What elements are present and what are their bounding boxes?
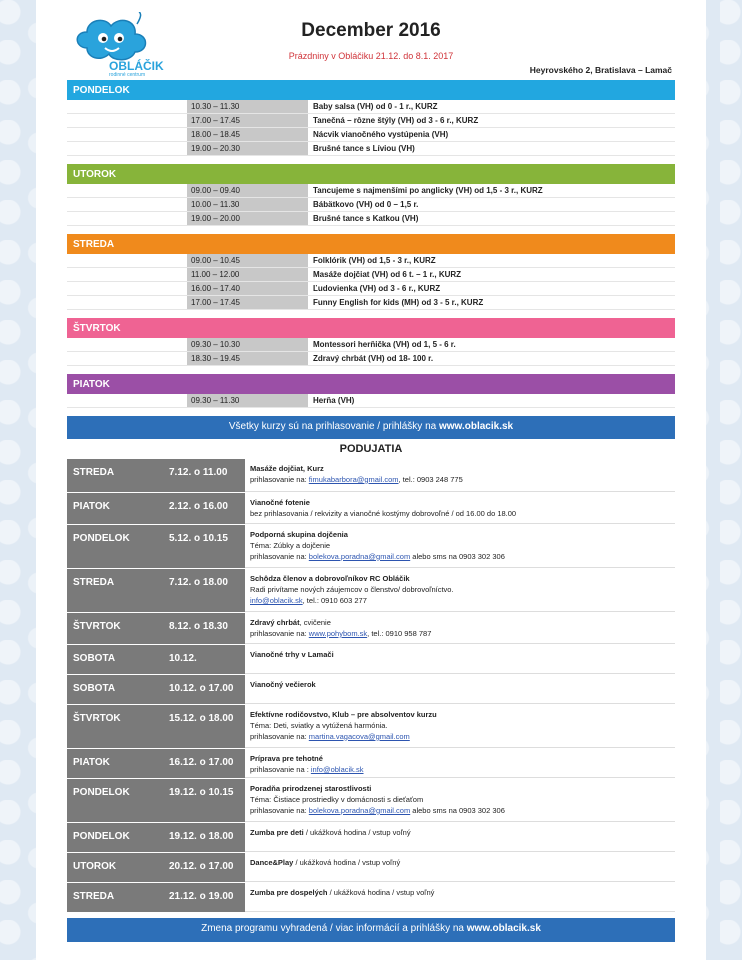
event-title: Vianočný večierok <box>250 680 316 689</box>
event-title: Podporná skupina dojčenia <box>250 530 348 539</box>
event-title-suffix: / ukážková hodina / vstup voľný <box>327 888 435 897</box>
event-title: Efektívne rodičovstvo, Klub – pre absolventov kurzu <box>250 710 437 719</box>
day-block <box>67 80 675 156</box>
schedule-row <box>67 142 675 156</box>
spacer-cell <box>67 128 187 141</box>
day-block <box>67 164 675 226</box>
schedule-row <box>67 282 675 296</box>
event-row <box>67 883 675 913</box>
slot-activity: Brušné tance s Líviou (VH) <box>313 144 415 153</box>
event-title-suffix: / ukážková hodina / vstup voľný <box>303 828 411 837</box>
slot-activity: Tancujeme s najmenšími po anglicky (VH) od 1,5 - 3 r., KURZ <box>313 186 543 195</box>
slot-activity: Nácvik vianočného vystúpenia (VH) <box>313 130 449 139</box>
event-day: SOBOTA <box>73 653 116 664</box>
schedule-row <box>67 352 675 366</box>
event-title: Vianočné trhy v Lamači <box>250 650 334 659</box>
spacer-cell <box>67 338 187 351</box>
event-day: PIATOK <box>73 501 110 512</box>
slot-activity: Ľudovienka (VH) od 3 - 6 r., KURZ <box>313 284 441 293</box>
address: Heyrovského 2, Bratislava – Lamač <box>529 65 672 75</box>
event-line: prihlasovanie na: <box>250 474 309 484</box>
event-title-suffix: / ukážková hodina / vstup voľný <box>293 858 401 867</box>
event-row <box>67 705 675 749</box>
slot-time: 19.00 – 20.30 <box>187 142 309 155</box>
slot-activity: Bábätkovo (VH) od 0 – 1,5 r. <box>313 200 419 209</box>
slot-time: 09.00 – 10.45 <box>187 254 309 267</box>
event-date: 2.12. o 16.00 <box>169 501 228 512</box>
event-link[interactable]: bolekova.poradna@gmail.com <box>308 551 411 561</box>
event-when <box>67 613 245 644</box>
event-details <box>245 705 675 748</box>
event-details <box>245 493 675 524</box>
slot-activity: Funny English for kids (MH) od 3 - 5 r., KURZ <box>313 298 484 307</box>
footer-link[interactable]: www.oblacik.sk <box>466 923 541 934</box>
event-line: Téma: Zúbky a dojčenie <box>250 540 331 550</box>
event-details <box>245 883 675 912</box>
courses-bar-text: Všetky kurzy sú na prihlasovanie / prihlášky na <box>228 421 439 432</box>
event-line-suffix: , tel.: 0910 958 787 <box>367 628 432 638</box>
event-link[interactable]: bolekova.poradna@gmail.com <box>308 805 411 815</box>
event-title: Vianočné fotenie <box>250 498 310 507</box>
event-day: PIATOK <box>73 757 110 768</box>
page-title: December 2016 <box>301 20 441 41</box>
day-header: UTOROK <box>67 164 675 184</box>
slot-time: 16.00 – 17.40 <box>187 282 309 295</box>
event-line: Radi privítame nových záujemcov o členstvo/ dobrovoľníctvo. <box>250 584 454 594</box>
event-details <box>245 459 675 492</box>
event-line: bez prihlasovania / rekvizity a vianočné kostýmy dobrovoľné / od 16.00 do 18.00 <box>250 508 517 518</box>
event-row <box>67 749 675 779</box>
schedule-row <box>67 394 675 408</box>
event-day: PONDELOK <box>73 787 130 798</box>
event-line: prihlasovanie na: <box>250 628 309 638</box>
slot-activity: Brušné tance s Katkou (VH) <box>313 214 419 223</box>
event-title: Masáže dojčiat, Kurz <box>250 464 324 473</box>
event-when <box>67 675 245 704</box>
spacer-cell <box>67 394 187 407</box>
day-header: ŠTVRTOK <box>67 318 675 338</box>
event-date: 10.12. <box>169 653 197 664</box>
slot-activity: Masáže dojčiat (VH) od 6 t. – 1 r., KURZ <box>313 270 462 279</box>
event-day: SOBOTA <box>73 683 116 694</box>
courses-bar <box>67 416 675 439</box>
footer-bar-text: Zmena programu vyhradená / viac informácií a prihlášky na <box>201 923 467 934</box>
event-row <box>67 675 675 705</box>
event-date: 16.12. o 17.00 <box>169 757 234 768</box>
slot-activity: Baby salsa (VH) od 0 - 1 r., KURZ <box>313 102 438 111</box>
event-title: Zdravý chrbát <box>250 618 300 627</box>
event-details <box>245 749 675 778</box>
event-line-suffix: alebo sms na 0903 302 306 <box>410 805 505 815</box>
slot-time: 17.00 – 17.45 <box>187 114 309 127</box>
slot-time: 10.00 – 11.30 <box>187 198 309 211</box>
slot-activity: Herňa (VH) <box>313 396 355 405</box>
event-date: 19.12. o 10.15 <box>169 787 234 798</box>
event-date: 8.12. o 18.30 <box>169 621 228 632</box>
weekly-schedule <box>67 80 675 439</box>
schedule-row <box>67 296 675 310</box>
event-line-suffix: , tel.: 0910 603 277 <box>302 595 367 605</box>
event-day: STREDA <box>73 577 115 588</box>
day-block <box>67 374 675 408</box>
spacer-cell <box>67 296 187 309</box>
event-when <box>67 459 245 492</box>
event-when <box>67 645 245 674</box>
event-line-suffix: , tel.: 0903 248 775 <box>398 474 463 484</box>
event-details <box>245 853 675 882</box>
event-date: 15.12. o 18.00 <box>169 713 234 724</box>
event-title: Príprava pre tehotné <box>250 754 323 763</box>
event-row <box>67 779 675 823</box>
day-header: STREDA <box>67 234 675 254</box>
event-link[interactable]: martina.vagacova@gmail.com <box>308 731 410 741</box>
event-row <box>67 459 675 493</box>
event-day: PONDELOK <box>73 533 130 544</box>
slot-activity: Zdravý chrbát (VH) od 18- 100 r. <box>313 354 434 363</box>
spacer-cell <box>67 352 187 365</box>
event-details <box>245 779 675 822</box>
event-date: 5.12. o 10.15 <box>169 533 228 544</box>
event-line: Téma: Deti, sviatky a vytúžená harmónia. <box>250 720 388 730</box>
event-when <box>67 823 245 852</box>
day-header: PONDELOK <box>67 80 675 100</box>
slot-time: 19.00 – 20.00 <box>187 212 309 225</box>
schedule-row <box>67 198 675 212</box>
slot-time: 09.30 – 10.30 <box>187 338 309 351</box>
event-row <box>67 613 675 645</box>
event-line: prihlasovanie na: <box>250 805 309 815</box>
footer-bar <box>67 918 675 942</box>
event-day: ŠTVRTOK <box>73 621 121 632</box>
day-block <box>67 234 675 310</box>
schedule-row <box>67 212 675 226</box>
event-row <box>67 823 675 853</box>
event-when <box>67 705 245 748</box>
event-date: 21.12. o 19.00 <box>169 891 234 902</box>
spacer-cell <box>67 268 187 281</box>
slot-time: 10.30 – 11.30 <box>187 100 309 113</box>
event-row <box>67 493 675 525</box>
event-day: ŠTVRTOK <box>73 713 121 724</box>
spacer-cell <box>67 198 187 211</box>
event-link[interactable]: www.pohybom.sk <box>308 628 368 638</box>
event-date: 10.12. o 17.00 <box>169 683 234 694</box>
event-title: Poradňa prirodzenej starostlivosti <box>250 784 372 793</box>
event-title-suffix: , cvičenie <box>299 618 331 627</box>
schedule-row <box>67 254 675 268</box>
event-day: PONDELOK <box>73 831 130 842</box>
spacer-cell <box>67 114 187 127</box>
day-header: PIATOK <box>67 374 675 394</box>
slot-activity: Folklórik (VH) od 1,5 - 3 r., KURZ <box>313 256 436 265</box>
events-title: PODUJATIA <box>339 443 403 455</box>
event-details <box>245 675 675 704</box>
page-subtitle: Prázdniny v Obláčiku 21.12. do 8.1. 2017 <box>288 51 454 61</box>
event-link[interactable]: info@oblacik.sk <box>310 764 364 774</box>
event-title: Schôdza členov a dobrovoľníkov RC Obláčik <box>250 574 410 583</box>
event-details <box>245 569 675 612</box>
events-list <box>67 459 675 913</box>
event-date: 7.12. o 11.00 <box>169 467 228 478</box>
event-row <box>67 569 675 613</box>
event-when <box>67 569 245 612</box>
spacer-cell <box>67 100 187 113</box>
event-title: Zumba pre deti <box>250 828 304 837</box>
event-link[interactable]: info@oblacik.sk <box>250 595 303 605</box>
spacer-cell <box>67 254 187 267</box>
schedule-row <box>67 114 675 128</box>
event-details <box>245 645 675 674</box>
event-line: prihlasovanie na: <box>250 731 309 741</box>
spacer-cell <box>67 282 187 295</box>
slot-time: 17.00 – 17.45 <box>187 296 309 309</box>
schedule-row <box>67 338 675 352</box>
spacer-cell <box>67 212 187 225</box>
event-day: UTOROK <box>73 861 117 872</box>
day-block <box>67 318 675 366</box>
slot-activity: Tanečná – rôzne štýly (VH) od 3 - 6 r., KURZ <box>313 116 479 125</box>
slot-time: 09.00 – 09.40 <box>187 184 309 197</box>
event-day: STREDA <box>73 467 115 478</box>
event-title: Zumba pre dospelých <box>250 888 328 897</box>
event-when <box>67 883 245 912</box>
spacer-cell <box>67 184 187 197</box>
event-details <box>245 823 675 852</box>
courses-link[interactable]: www.oblacik.sk <box>439 421 514 432</box>
event-row <box>67 525 675 569</box>
logo-subtext: rodinné centrum <box>109 72 146 76</box>
slot-time: 18.00 – 18.45 <box>187 128 309 141</box>
event-row <box>67 853 675 883</box>
event-details <box>245 525 675 568</box>
spacer-cell <box>67 142 187 155</box>
event-line: prihlasovanie na: <box>250 551 309 561</box>
slot-time: 18.30 – 19.45 <box>187 352 309 365</box>
event-when <box>67 853 245 882</box>
event-line: prihlasovanie na : <box>250 764 311 774</box>
event-date: 20.12. o 17.00 <box>169 861 234 872</box>
event-details <box>245 613 675 644</box>
event-when <box>67 525 245 568</box>
slot-activity: Montessori herňička (VH) od 1, 5 - 6 r. <box>313 340 456 349</box>
event-date: 7.12. o 18.00 <box>169 577 228 588</box>
event-when <box>67 749 245 778</box>
schedule-row <box>67 100 675 114</box>
event-day: STREDA <box>73 891 115 902</box>
schedule-row <box>67 184 675 198</box>
logo-text: OBLÁČIK <box>109 59 164 73</box>
event-date: 19.12. o 18.00 <box>169 831 234 842</box>
event-title: Dance&Play <box>250 858 294 867</box>
event-line-suffix: alebo sms na 0903 302 306 <box>410 551 505 561</box>
event-row <box>67 645 675 675</box>
slot-time: 11.00 – 12.00 <box>187 268 309 281</box>
schedule-row <box>67 268 675 282</box>
event-when <box>67 493 245 524</box>
event-link[interactable]: fimukabarbora@gmail.com <box>308 474 399 484</box>
event-when <box>67 779 245 822</box>
slot-time: 09.30 – 11.30 <box>187 394 309 407</box>
event-line: Téma: Čistiace prostriedky v domácnosti s dieťaťom <box>250 794 424 804</box>
schedule-row <box>67 128 675 142</box>
